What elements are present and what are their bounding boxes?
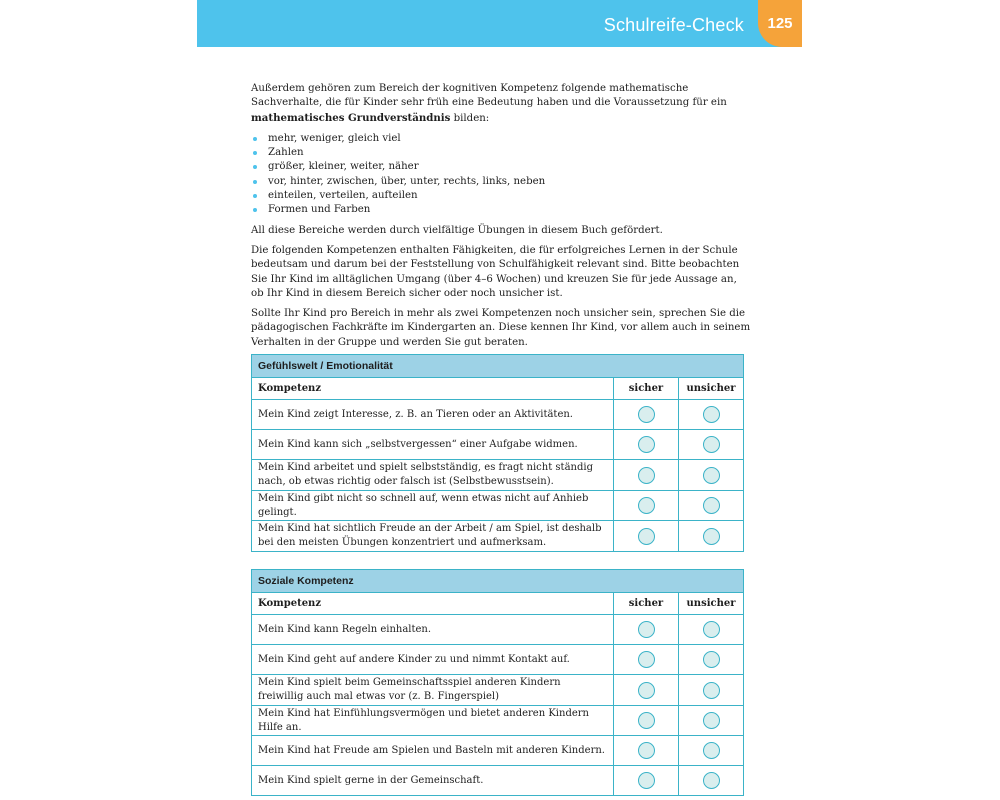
statement: Mein Kind kann sich „selbstvergessen“ einer Aufgabe widmen. — [252, 430, 614, 460]
intro-paragraph-2: All diese Bereiche werden durch vielfältige Übungen in diesem Buch gefördert. — [251, 224, 663, 236]
unsicher-radio[interactable] — [703, 467, 720, 484]
table-row — [252, 675, 744, 706]
intro-text — [251, 82, 751, 356]
column-header-unsicher: unsicher — [679, 378, 744, 400]
list-item: größer, kleiner, weiter, näher — [251, 160, 751, 174]
statement: Mein Kind arbeitet und spielt selbstständig, es fragt nicht ständig nach, ob etwas richtig oder falsch ist (Selbstbewusstsein). — [252, 460, 614, 491]
sicher-radio[interactable] — [638, 497, 655, 514]
section-title: Soziale Kompetenz — [252, 570, 744, 593]
unsicher-radio[interactable] — [703, 682, 720, 699]
unsicher-radio[interactable] — [703, 528, 720, 545]
table-row — [252, 706, 744, 736]
list-item: Zahlen — [251, 146, 751, 160]
statement: Mein Kind hat Einfühlungsvermögen und bietet anderen Kindern Hilfe an. — [252, 706, 614, 736]
column-header-kompetenz: Kompetenz — [252, 593, 614, 615]
sicher-radio[interactable] — [638, 467, 655, 484]
statement: Mein Kind spielt gerne in der Gemeinschaft. — [252, 766, 614, 796]
sicher-radio[interactable] — [638, 712, 655, 729]
statement: Mein Kind kann Regeln einhalten. — [252, 615, 614, 645]
unsicher-radio[interactable] — [703, 436, 720, 453]
table-row — [252, 521, 744, 552]
table-row — [252, 645, 744, 675]
intro-paragraph-4: Sollte Ihr Kind pro Bereich in mehr als zwei Kompetenzen noch unsicher sein, sprechen Sie die pädagogischen Fachkräfte im Kindergarten an. Diese kennen Ihr Kind, vor allem auch in seinem Verhalten in der Gruppe und werden Sie gut beraten. — [251, 308, 751, 348]
table-row — [252, 615, 744, 645]
column-header-kompetenz: Kompetenz — [252, 378, 614, 400]
sicher-radio[interactable] — [638, 742, 655, 759]
statement: Mein Kind spielt beim Gemeinschaftsspiel anderen Kindern freiwillig auch mal etwas vor (z. B. Fingerspiel) — [252, 675, 614, 706]
statement: Mein Kind hat sichtlich Freude an der Arbeit / am Spiel, ist deshalb bei den meisten Übungen konzentriert und aufmerksam. — [252, 521, 614, 552]
intro-paragraph-1-start: Außerdem gehören zum Bereich der kognitiven Kompetenz folgende mathematische Sachverhalte, die für Kinder sehr früh eine Bedeutung haben und die Voraussetzung für ein — [251, 83, 727, 109]
checklist-table-social — [251, 569, 744, 796]
list-item: vor, hinter, zwischen, über, unter, rechts, links, neben — [251, 175, 751, 189]
table-row — [252, 736, 744, 766]
intro-paragraph-1-bold: mathematisches Grundverständnis — [251, 111, 451, 124]
sicher-radio[interactable] — [638, 772, 655, 789]
table-row — [252, 430, 744, 460]
table-row — [252, 460, 744, 491]
list-item: mehr, weniger, gleich viel — [251, 132, 751, 146]
checklist-table-emotionality — [251, 354, 744, 552]
statement: Mein Kind geht auf andere Kinder zu und nimmt Kontakt auf. — [252, 645, 614, 675]
page-title: Schulreife-Check — [603, 15, 744, 35]
unsicher-radio[interactable] — [703, 651, 720, 668]
unsicher-radio[interactable] — [703, 621, 720, 638]
unsicher-radio[interactable] — [703, 497, 720, 514]
sicher-radio[interactable] — [638, 528, 655, 545]
table-row — [252, 766, 744, 796]
unsicher-radio[interactable] — [703, 406, 720, 423]
page-number: 125 — [767, 15, 793, 32]
statement: Mein Kind hat Freude am Spielen und Basteln mit anderen Kindern. — [252, 736, 614, 766]
sicher-radio[interactable] — [638, 651, 655, 668]
column-header-sicher: sicher — [614, 378, 679, 400]
unsicher-radio[interactable] — [703, 772, 720, 789]
sicher-radio[interactable] — [638, 682, 655, 699]
table-row — [252, 491, 744, 521]
section-title: Gefühlswelt / Emotionalität — [252, 355, 744, 378]
intro-paragraph-1 — [251, 82, 751, 126]
column-header-sicher: sicher — [614, 593, 679, 615]
intro-paragraph-3: Die folgenden Kompetenzen enthalten Fähigkeiten, die für erfolgreiches Lernen in der Schule bedeutsam und darum bei der Feststellung von Schulfähigkeit relevant sind. Bitte beobachten Sie Ihr Kind im alltäglichen Umgang (über 4–6 Wochen) und kreuzen Sie für jede Aussage an, ob Ihr Kind in diesem Bereich sicher oder noch unsicher ist. — [251, 244, 740, 299]
page-number-badge — [758, 0, 802, 47]
math-topics-list — [251, 132, 751, 218]
unsicher-radio[interactable] — [703, 712, 720, 729]
intro-paragraph-1-end: bilden: — [450, 112, 490, 124]
sicher-radio[interactable] — [638, 406, 655, 423]
sicher-radio[interactable] — [638, 436, 655, 453]
sicher-radio[interactable] — [638, 621, 655, 638]
list-item: Formen und Farben — [251, 203, 751, 217]
statement: Mein Kind zeigt Interesse, z. B. an Tieren oder an Aktivitäten. — [252, 400, 614, 430]
column-header-unsicher: unsicher — [679, 593, 744, 615]
list-item: einteilen, verteilen, aufteilen — [251, 189, 751, 203]
table-row — [252, 400, 744, 430]
statement: Mein Kind gibt nicht so schnell auf, wenn etwas nicht auf Anhieb gelingt. — [252, 491, 614, 521]
header-bar — [197, 0, 802, 47]
unsicher-radio[interactable] — [703, 742, 720, 759]
